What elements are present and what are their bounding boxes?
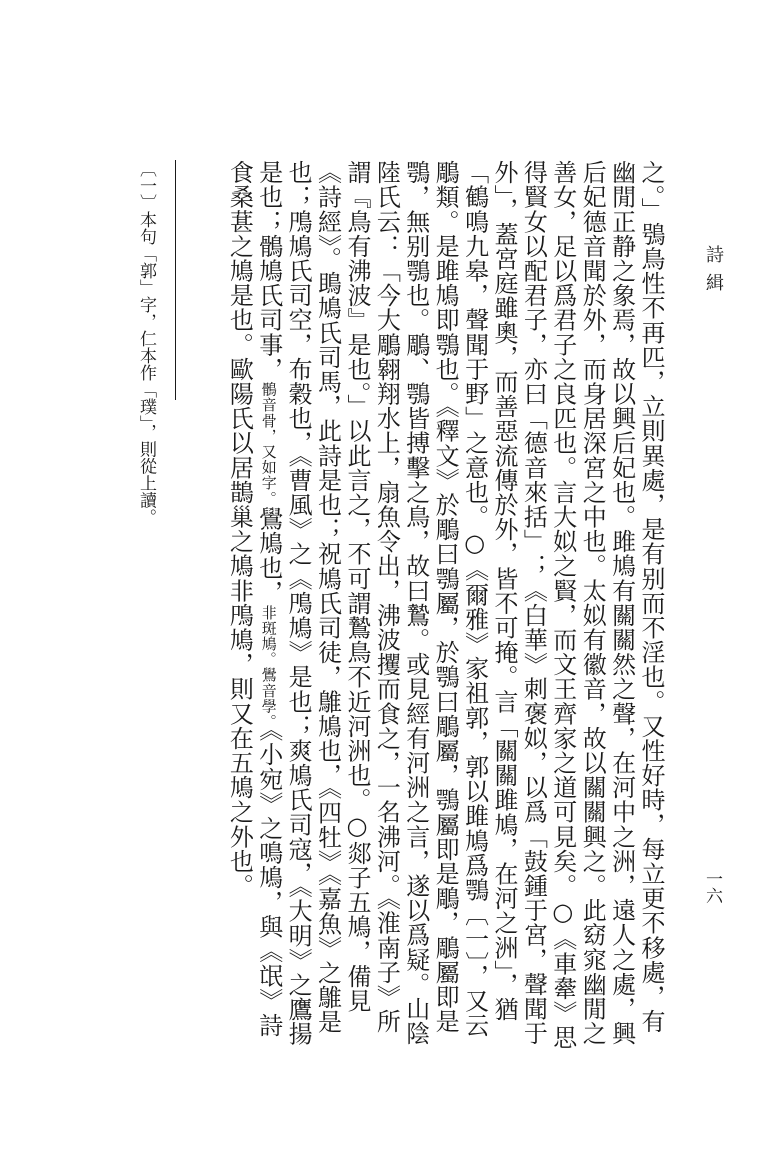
- running-head-title: 詩緝: [703, 245, 724, 301]
- inline-annotation-2: 非斑鳩。鷽音學。: [259, 604, 278, 730]
- main-text-part-1: 之。」鴞鳥性不再匹，立則異處，是有别而不淫也。又性好時，每立更不移處，有幽閒正静之象焉，故以興后妃也。雎鳩有關關然之聲，在河中之洲，遠人之處，興后妃德音聞於外，而身居深宮之中也。太姒有徽音，故以關關興之。此窈窕幽閒之善女，足以爲君子之良匹也。言大姒之賢，而文王齊家之道可見矣。○《車舝》思得賢女以配君子，亦曰「德音來括」；《白華》刺褒姒，以爲「鼓鍾于宮，聲聞于外」，蓋宮庭雖奧，而善惡流傳於外，皆不可掩。言「關關雎鳩，在河之洲」，猶「鶴鳴九皋，聲聞于野」之意也。○《爾雅》家祖郭，郭以雎鳩爲鶚〔一〕，又云鵰類。是雎鳩即鶚也。《釋文》於鵰曰鶚屬，於鶚曰鵰屬，鶚屬即是鵰，鵰屬即是鶚，無别鶚也。鵰、鶚皆搏擊之鳥，故曰鷙。或見經有河洲之言，遂以爲疑。山陰陸氏云：「今大鵰翱翔水上，扇魚令出，沸波攫而食之，一名沸河。《淮南子》所謂『鳥有沸波』是也。」以此言之，不可謂鷙鳥不近河洲也。○郯子五鳩，備見《詩經》。鴡鳩氏司馬，此詩是也；祝鳩氏司徒，鵻鳩也，《四牡》《嘉魚》之鵻是也；鳲鳩氏司空，布穀也，《曹風》之《鳲鳩》是也；爽鳩氏司寇，《大明》之鷹揚是也；鶻鳩氏司事，: [254, 160, 665, 1050]
- footnote: 〔一〕本句「郭」字，仁本作「璞」，則從上讀。: [136, 160, 156, 526]
- inline-annotation-1: 鶻音骨，又如字。: [259, 381, 278, 507]
- main-text-part-3: 《小宛》之鳴鳩，與《氓》詩食桑葚之鳩是也。歐陽氏以居鵲巢之鳩非鳲鳩，則又在五鳩之外也。: [225, 160, 283, 1038]
- main-text-block: [195, 160, 665, 1050]
- main-text-part-2: 鷽鳩也，: [254, 506, 283, 605]
- main-text-paragraph: [224, 160, 665, 1050]
- page-number: 一六: [702, 870, 722, 904]
